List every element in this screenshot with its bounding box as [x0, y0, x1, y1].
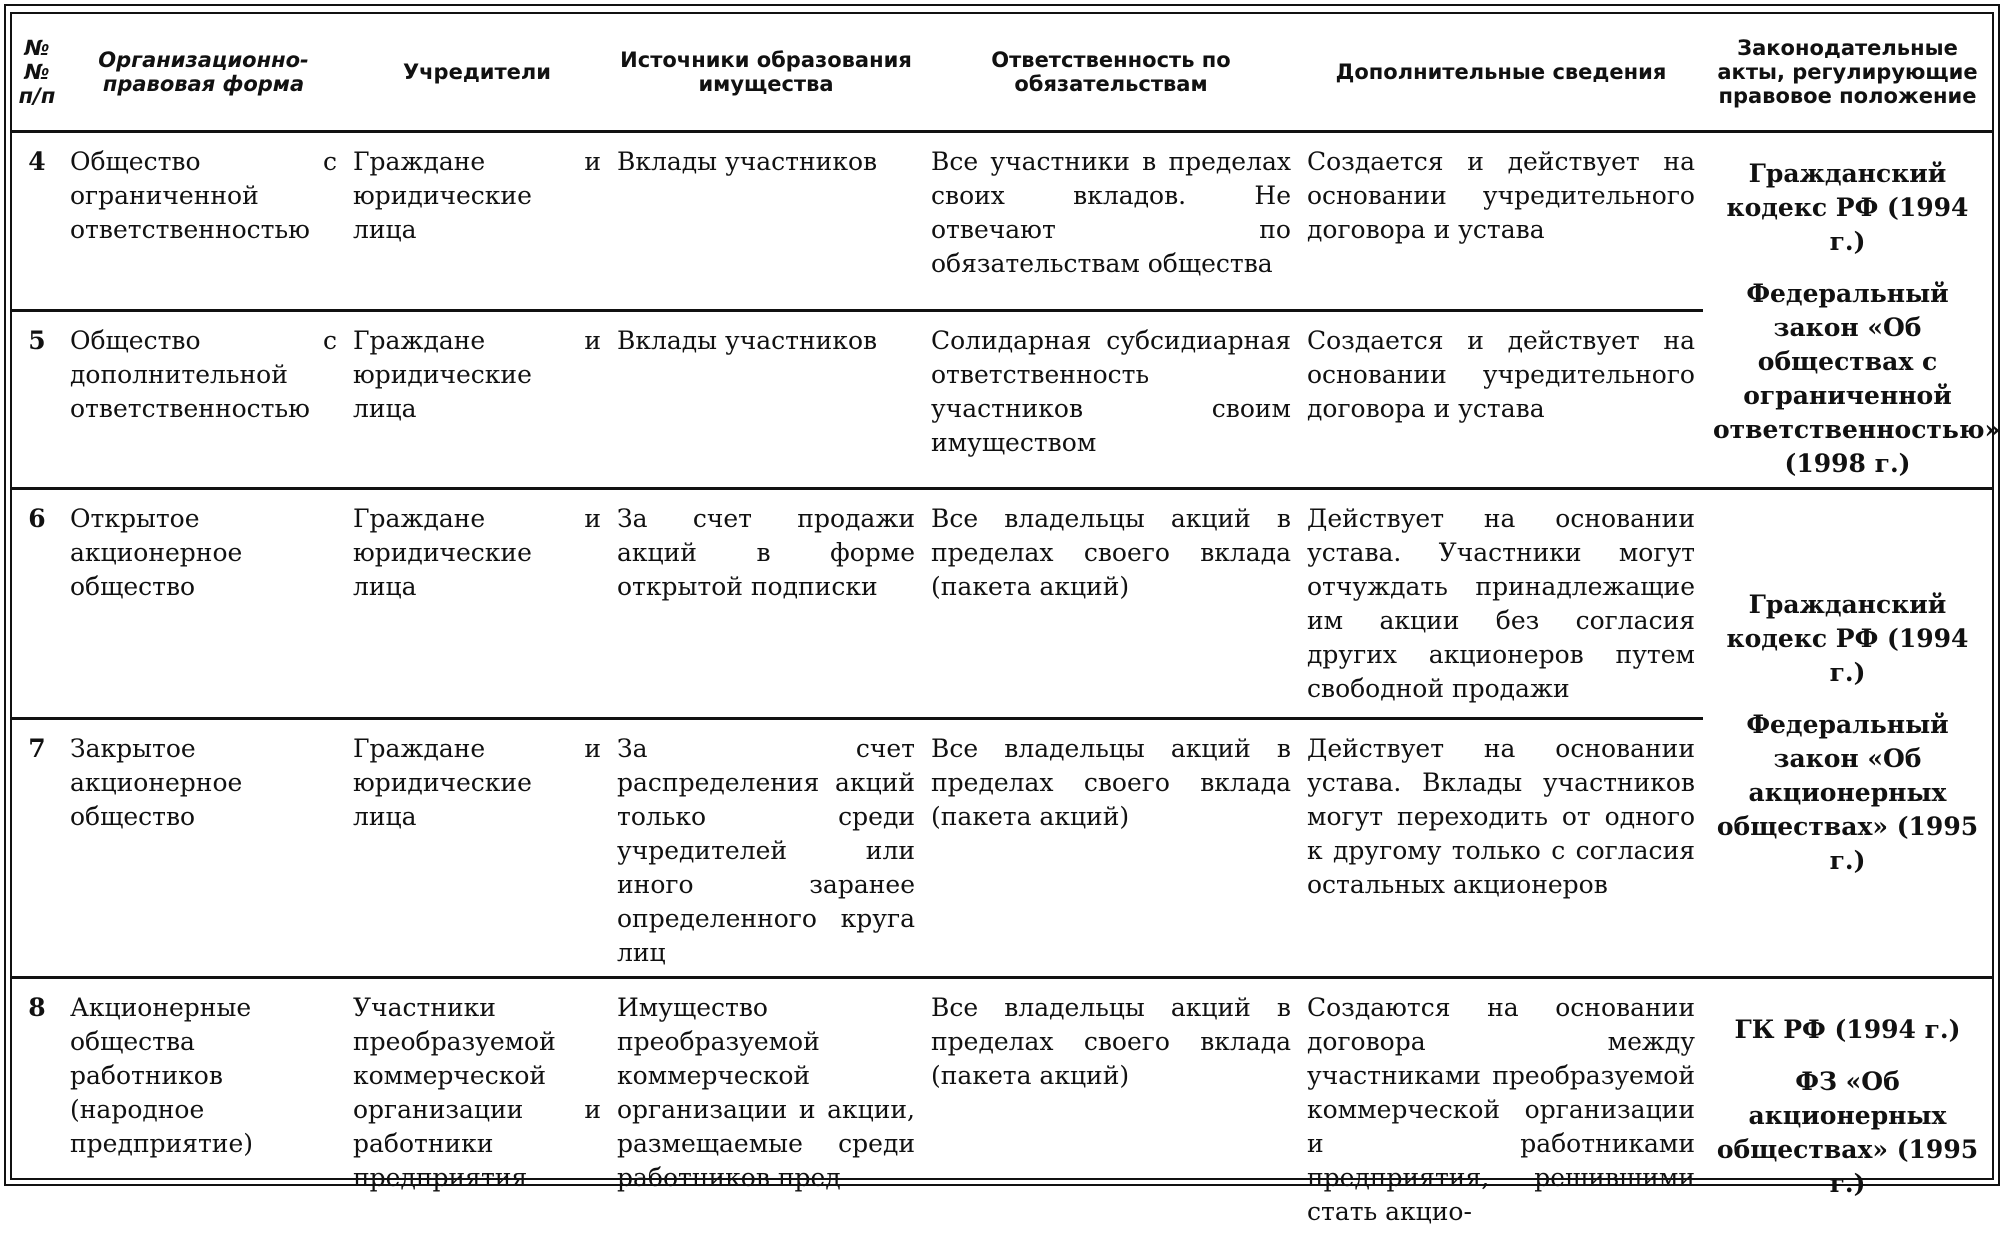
table-frame — [10, 12, 1994, 1180]
cell-liability: Все владельцы акций в пределах своего вклада (пакета акций) — [923, 978, 1299, 1235]
cell-liability: Солидарная субсидиарная ответственность участников своим имуществом — [923, 310, 1299, 489]
header-sources: Источники образования имущества — [609, 14, 923, 132]
row-number: 4 — [12, 132, 62, 311]
cell-sources: Вклады участников — [609, 310, 923, 489]
law-text: Федеральный закон «Об акционерных обществах» (1995 г.) — [1713, 708, 1982, 878]
cell-liability: Все владельцы акций в пределах своего вклада (пакета акций) — [923, 489, 1299, 719]
cell-founders: Граждане и юридические лица — [345, 489, 609, 719]
header-laws: Законодательные акты, регулирующие правовое положение — [1703, 14, 1992, 132]
row-number: 7 — [12, 719, 62, 978]
row-number: 8 — [12, 978, 62, 1235]
header-row — [12, 14, 1992, 132]
cell-founders: Участники преобразуемой коммерческой организации и работники предприятия — [345, 978, 609, 1235]
table-row — [12, 978, 1992, 1235]
cell-info: Создается и действует на основании учредительного договора и устава — [1299, 132, 1703, 311]
cell-sources: За счет распределения акций только среди учредителей или иного заранее определенного круга лиц — [609, 719, 923, 978]
law-text: ГК РФ (1994 г.) — [1713, 1013, 1982, 1047]
header-form: Организационно-правовая форма — [62, 14, 345, 132]
header-liability: Ответственность по обязательствам — [923, 14, 1299, 132]
cell-laws-group-1 — [1703, 132, 1992, 489]
law-text: Гражданский кодекс РФ (1994 г.) — [1713, 157, 1982, 259]
cell-form: Общество с ограниченной ответственностью — [62, 132, 345, 311]
cell-founders: Граждане и юридические лица — [345, 310, 609, 489]
cell-form: Общество с дополнительной ответственностью — [62, 310, 345, 489]
cell-laws-group-3 — [1703, 978, 1992, 1235]
cell-liability: Все владельцы акций в пределах своего вклада (пакета акций) — [923, 719, 1299, 978]
cell-sources: Вклады участников — [609, 132, 923, 311]
header-num: №№ п/п — [12, 14, 62, 132]
cell-liability: Все участники в пределах своих вкладов. Не отвечают по обязательствам общества — [923, 132, 1299, 311]
law-text: Гражданский кодекс РФ (1994 г.) — [1713, 588, 1982, 690]
row-number: 5 — [12, 310, 62, 489]
page-frame — [4, 4, 2000, 1186]
cell-info: Действует на основании устава. Вклады участников могут переходить от одного к другому только с согласия остальных акционеров — [1299, 719, 1703, 978]
cell-info: Создается и действует на основании учредительного договора и устава — [1299, 310, 1703, 489]
cell-founders: Граждане и юридические лица — [345, 132, 609, 311]
law-text: ФЗ «Об акционерных обществах» (1995 г.) — [1713, 1065, 1982, 1201]
cell-laws-group-2 — [1703, 489, 1992, 978]
table-row — [12, 489, 1992, 719]
law-text: Федеральный закон «Об обществах с ограниченной ответственностью» (1998 г.) — [1713, 277, 1982, 481]
cell-info: Создаются на основании договора между участниками преобразуемой коммерческой организации и работниками предприятия, решившими стать акцио- — [1299, 978, 1703, 1235]
header-info: Дополнительные сведения — [1299, 14, 1703, 132]
cell-form: Открытое акционерное общество — [62, 489, 345, 719]
header-founders: Учредители — [345, 14, 609, 132]
cell-sources: За счет продажи акций в форме открытой подписки — [609, 489, 923, 719]
table-row — [12, 719, 1992, 978]
row-number: 6 — [12, 489, 62, 719]
table-row — [12, 132, 1992, 311]
cell-sources: Имущество преобразуемой коммерческой организации и акции, размещаемые среди работников пред- — [609, 978, 923, 1235]
cell-form: Закрытое акционерное общество — [62, 719, 345, 978]
cell-info: Действует на основании устава. Участники могут отчуждать принадлежащие им акции без согласия других акционеров путем свободной продажи — [1299, 489, 1703, 719]
cell-form: Акционерные общества работников (народное предприятие) — [62, 978, 345, 1235]
legal-forms-table — [12, 14, 1992, 1235]
cell-founders: Граждане и юридические лица — [345, 719, 609, 978]
table-row — [12, 310, 1992, 489]
